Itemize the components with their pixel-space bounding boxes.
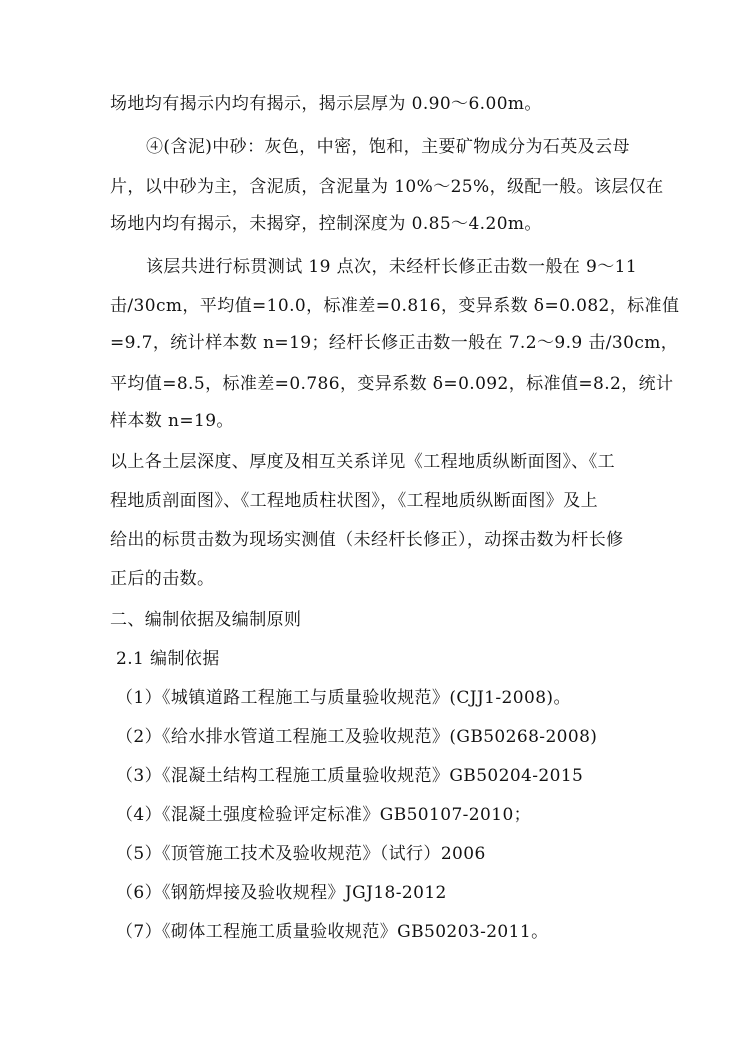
paragraph-line: 场地均有揭示内均有揭示，揭示层厚为 0.90～6.00m。 <box>110 94 542 114</box>
paragraph-line: 样本数 n=19。 <box>110 411 234 431</box>
section-heading: 二、编制依据及编制原则 <box>110 610 302 630</box>
paragraph-line: 平均值=8.5，标准差=0.786，变异系数 δ=0.092，标准值=8.2，统计 <box>110 374 674 394</box>
reference-item: （3）《混凝土结构工程施工质量验收规范》GB50204-2015 <box>116 766 584 786</box>
paragraph-line: 该层共进行标贯测试 19 点次，未经杆长修正击数一般在 9～11 <box>146 257 638 277</box>
paragraph-line: 场地内均有揭示，未揭穿，控制深度为 0.85～4.20m。 <box>110 214 542 234</box>
paragraph-line: ④(含泥)中砂：灰色，中密，饱和，主要矿物成分为石英及云母 <box>146 137 630 157</box>
paragraph-line: =9.7，统计样本数 n=19；经杆长修正击数一般在 7.2～9.9 击/30cm， <box>110 333 679 353</box>
reference-item: （5）《顶管施工技术及验收规范》（试行）2006 <box>116 844 486 864</box>
paragraph-line: 正后的击数。 <box>110 569 215 589</box>
paragraph-line: 给出的标贯击数为现场实测值（未经杆长修正），动探击数为杆长修 <box>110 530 624 550</box>
reference-item: （7）《砌体工程施工质量验收规范》GB50203-2011。 <box>116 922 549 942</box>
reference-item: （4）《混凝土强度检验评定标准》GB50107-2010； <box>116 805 532 825</box>
paragraph-line: 程地质剖面图》、《工程地质柱状图》，《工程地质纵断面图》及上 <box>110 491 598 511</box>
reference-item: （2）《给水排水管道工程施工及验收规范》(GB50268-2008) <box>116 727 598 747</box>
reference-item: （6）《钢筋焊接及验收规程》JGJ18-2012 <box>116 883 447 903</box>
paragraph-line: 以上各土层深度、厚度及相互关系详见《工程地质纵断面图》、《工 <box>110 452 615 472</box>
reference-item: （1）《城镇道路工程施工与质量验收规范》(CJJ1-2008)。 <box>116 688 571 708</box>
section-subheading: 2.1 编制依据 <box>116 649 220 669</box>
paragraph-line: 片，以中砂为主，含泥质，含泥量为 10%～25%，级配一般。该层仅在 <box>110 177 664 197</box>
paragraph-line: 击/30cm，平均值=10.0，标准差=0.816，变异系数 δ=0.082，标准值 <box>110 296 680 316</box>
